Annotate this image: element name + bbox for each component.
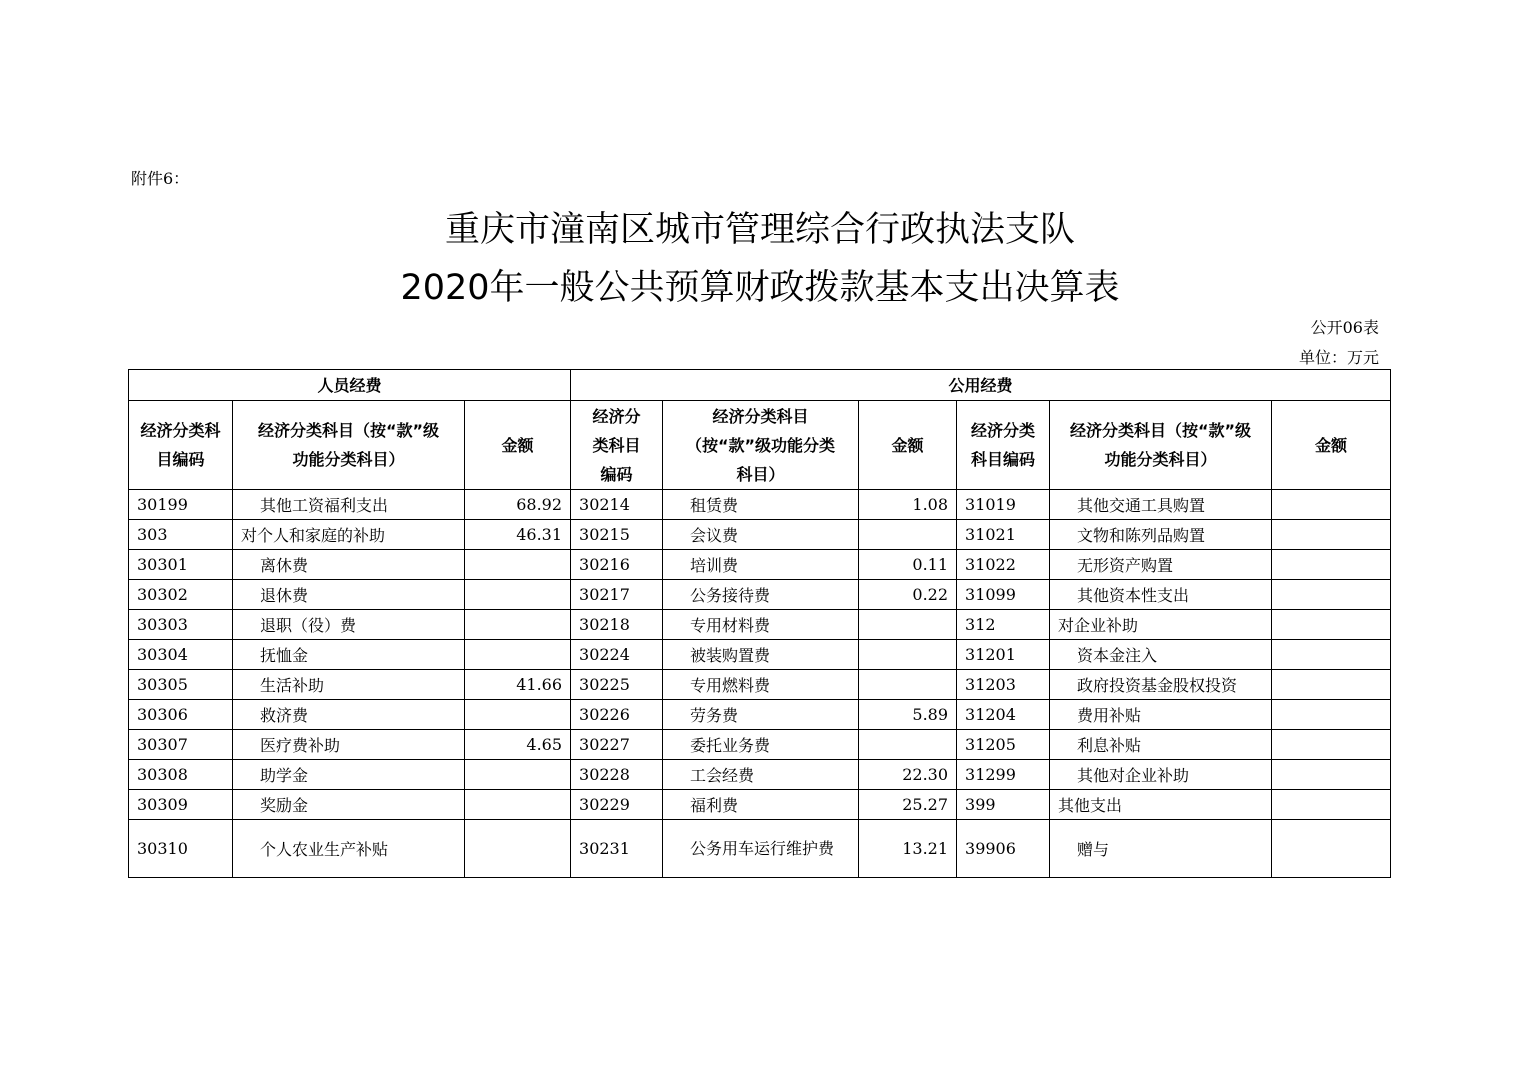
group-header-public: 公用经费	[571, 370, 1391, 401]
name-cell: 助学金	[233, 760, 465, 790]
header-amount: 金额	[465, 401, 571, 490]
code-cell: 30308	[129, 760, 233, 790]
code-cell: 30214	[571, 490, 663, 520]
name-cell: 赠与	[1050, 820, 1272, 878]
code-cell: 30309	[129, 790, 233, 820]
code-cell: 30218	[571, 610, 663, 640]
header-name: 经济分类科目（按“款”级功能分类科目）	[233, 401, 465, 490]
name-cell: 退休费	[233, 580, 465, 610]
header-amount: 金额	[859, 401, 957, 490]
amount-cell: 5.89	[859, 700, 957, 730]
amount-cell: 4.65	[465, 730, 571, 760]
name-cell: 无形资产购置	[1050, 550, 1272, 580]
header-code: 经济分类科目编码	[571, 401, 663, 490]
code-cell: 30229	[571, 790, 663, 820]
code-cell: 30215	[571, 520, 663, 550]
table-row	[129, 790, 1391, 820]
name-cell: 生活补助	[233, 670, 465, 700]
code-cell: 30227	[571, 730, 663, 760]
name-cell: 对企业补助	[1050, 610, 1272, 640]
amount-cell	[1272, 730, 1391, 760]
table-row	[129, 610, 1391, 640]
code-cell: 30302	[129, 580, 233, 610]
code-cell: 30225	[571, 670, 663, 700]
unit-label: 单位：万元	[1298, 348, 1379, 367]
amount-cell	[1272, 520, 1391, 550]
code-cell: 303	[129, 520, 233, 550]
name-cell: 其他交通工具购置	[1050, 490, 1272, 520]
amount-cell: 25.27	[859, 790, 957, 820]
amount-cell	[465, 700, 571, 730]
name-cell: 租赁费	[663, 490, 859, 520]
code-cell: 31203	[957, 670, 1050, 700]
name-cell: 其他工资福利支出	[233, 490, 465, 520]
code-cell: 30217	[571, 580, 663, 610]
code-cell: 30216	[571, 550, 663, 580]
code-cell: 30224	[571, 640, 663, 670]
name-cell: 退职（役）费	[233, 610, 465, 640]
name-cell: 委托业务费	[663, 730, 859, 760]
amount-cell: 1.08	[859, 490, 957, 520]
amount-cell	[859, 670, 957, 700]
name-cell: 工会经费	[663, 760, 859, 790]
code-cell: 31022	[957, 550, 1050, 580]
name-cell: 其他对企业补助	[1050, 760, 1272, 790]
name-cell: 劳务费	[663, 700, 859, 730]
amount-cell: 0.22	[859, 580, 957, 610]
table-row	[129, 760, 1391, 790]
code-cell: 31021	[957, 520, 1050, 550]
amount-cell	[1272, 700, 1391, 730]
table-row	[129, 640, 1391, 670]
name-cell: 其他资本性支出	[1050, 580, 1272, 610]
code-cell: 30301	[129, 550, 233, 580]
table-row	[129, 520, 1391, 550]
amount-cell	[1272, 820, 1391, 878]
page-title: 重庆市潼南区城市管理综合行政执法支队	[444, 210, 1075, 250]
name-cell: 公务用车运行维护费	[663, 820, 859, 878]
name-cell: 奖励金	[233, 790, 465, 820]
attachment-label: 附件6：	[131, 169, 190, 188]
header-name: 经济分类科目（按“款”级功能分类科目）	[663, 401, 859, 490]
amount-cell	[1272, 580, 1391, 610]
name-cell: 专用燃料费	[663, 670, 859, 700]
name-cell: 培训费	[663, 550, 859, 580]
header-amount: 金额	[1272, 401, 1391, 490]
header-name: 经济分类科目（按“款”级功能分类科目）	[1050, 401, 1272, 490]
amount-cell	[465, 790, 571, 820]
table-number: 公开06表	[1310, 318, 1379, 337]
amount-cell	[465, 640, 571, 670]
name-cell: 医疗费补助	[233, 730, 465, 760]
amount-cell	[1272, 760, 1391, 790]
expenditure-table	[128, 369, 1391, 878]
code-cell: 399	[957, 790, 1050, 820]
name-cell: 文物和陈列品购置	[1050, 520, 1272, 550]
amount-cell	[1272, 550, 1391, 580]
code-cell: 30304	[129, 640, 233, 670]
amount-cell: 0.11	[859, 550, 957, 580]
table-row	[129, 550, 1391, 580]
amount-cell: 13.21	[859, 820, 957, 878]
code-cell: 30306	[129, 700, 233, 730]
name-cell: 其他支出	[1050, 790, 1272, 820]
amount-cell	[1272, 490, 1391, 520]
code-cell: 39906	[957, 820, 1050, 878]
amount-cell	[859, 520, 957, 550]
table-row	[129, 490, 1391, 520]
code-cell: 30307	[129, 730, 233, 760]
code-cell: 31205	[957, 730, 1050, 760]
name-cell: 专用材料费	[663, 610, 859, 640]
name-cell: 资本金注入	[1050, 640, 1272, 670]
code-cell: 31019	[957, 490, 1050, 520]
name-cell: 个人农业生产补贴	[233, 820, 465, 878]
amount-cell	[1272, 610, 1391, 640]
code-cell: 30310	[129, 820, 233, 878]
code-cell: 31099	[957, 580, 1050, 610]
code-cell: 30305	[129, 670, 233, 700]
amount-cell	[1272, 640, 1391, 670]
header-code: 经济分类科目编码	[957, 401, 1050, 490]
amount-cell	[465, 820, 571, 878]
name-cell: 福利费	[663, 790, 859, 820]
code-cell: 30303	[129, 610, 233, 640]
table-row	[129, 730, 1391, 760]
code-cell: 30199	[129, 490, 233, 520]
code-cell: 31201	[957, 640, 1050, 670]
amount-cell	[465, 550, 571, 580]
code-cell: 30228	[571, 760, 663, 790]
amount-cell: 68.92	[465, 490, 571, 520]
header-code: 经济分类科目编码	[129, 401, 233, 490]
table-row	[129, 820, 1391, 878]
amount-cell	[1272, 790, 1391, 820]
amount-cell	[859, 610, 957, 640]
group-header-personnel: 人员经费	[129, 370, 571, 401]
name-cell: 被装购置费	[663, 640, 859, 670]
table-row	[129, 670, 1391, 700]
name-cell: 费用补贴	[1050, 700, 1272, 730]
name-cell: 对个人和家庭的补助	[233, 520, 465, 550]
amount-cell: 41.66	[465, 670, 571, 700]
name-cell: 公务接待费	[663, 580, 859, 610]
amount-cell	[465, 610, 571, 640]
amount-cell	[1272, 670, 1391, 700]
amount-cell: 22.30	[859, 760, 957, 790]
amount-cell: 46.31	[465, 520, 571, 550]
name-cell: 抚恤金	[233, 640, 465, 670]
amount-cell	[859, 640, 957, 670]
code-cell: 312	[957, 610, 1050, 640]
amount-cell	[465, 580, 571, 610]
name-cell: 会议费	[663, 520, 859, 550]
code-cell: 30231	[571, 820, 663, 878]
name-cell: 政府投资基金股权投资	[1050, 670, 1272, 700]
code-cell: 31204	[957, 700, 1050, 730]
table-row	[129, 580, 1391, 610]
amount-cell	[859, 730, 957, 760]
table-row	[129, 700, 1391, 730]
amount-cell	[465, 760, 571, 790]
name-cell: 离休费	[233, 550, 465, 580]
code-cell: 30226	[571, 700, 663, 730]
name-cell: 救济费	[233, 700, 465, 730]
name-cell: 利息补贴	[1050, 730, 1272, 760]
page-subtitle: 2020年一般公共预算财政拨款基本支出决算表	[400, 268, 1120, 308]
code-cell: 31299	[957, 760, 1050, 790]
